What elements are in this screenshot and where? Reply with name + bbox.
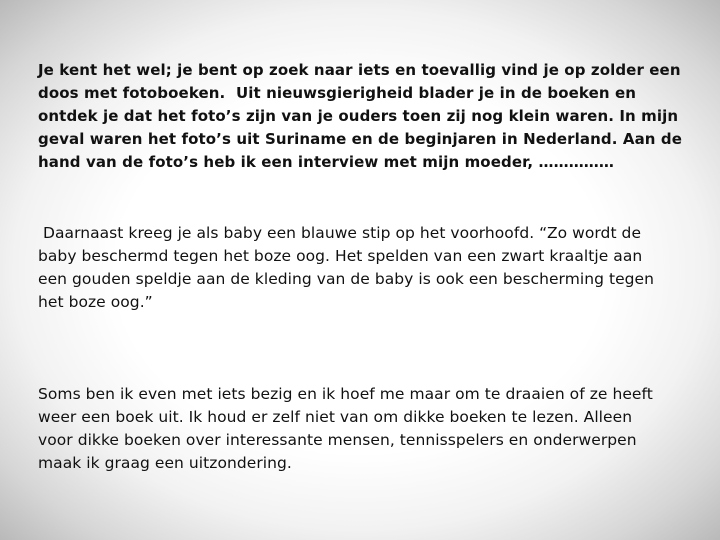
blue-dot-paragraph: Daarnaast kreeg je als baby een blauwe stip op het voorhoofd. “Zo wordt de baby beschermd tegen het boze oog. Het spelden van een zwart kraaltje aan een gouden speldje aan de kleding van de baby is ook een bescherming tegen het boze oog.” bbox=[38, 224, 655, 311]
intro-paragraph: Je kent het wel; je bent op zoek naar iets en toevallig vind je op zolder een doos met fotoboeken. Uit nieuwsgierigheid blader je in de boeken en ontdek je dat het foto’s zijn van je ouders toen zij nog klein waren. In mijn geval waren het foto’s uit Suriname en de beginjaren in Nederland. Aan de hand van de foto’s heb ik een interview met mijn moeder, …………… bbox=[38, 61, 683, 171]
books-paragraph: Soms ben ik even met iets bezig en ik hoef me maar om te draaien of ze heeft weer een boek uit. Ik houd er zelf niet van om dikke boeken te lezen. Alleen voor dikke boeken over interessante mensen, tennisspelers en onderwerpen maak ik graag een uitzondering. bbox=[38, 385, 653, 472]
